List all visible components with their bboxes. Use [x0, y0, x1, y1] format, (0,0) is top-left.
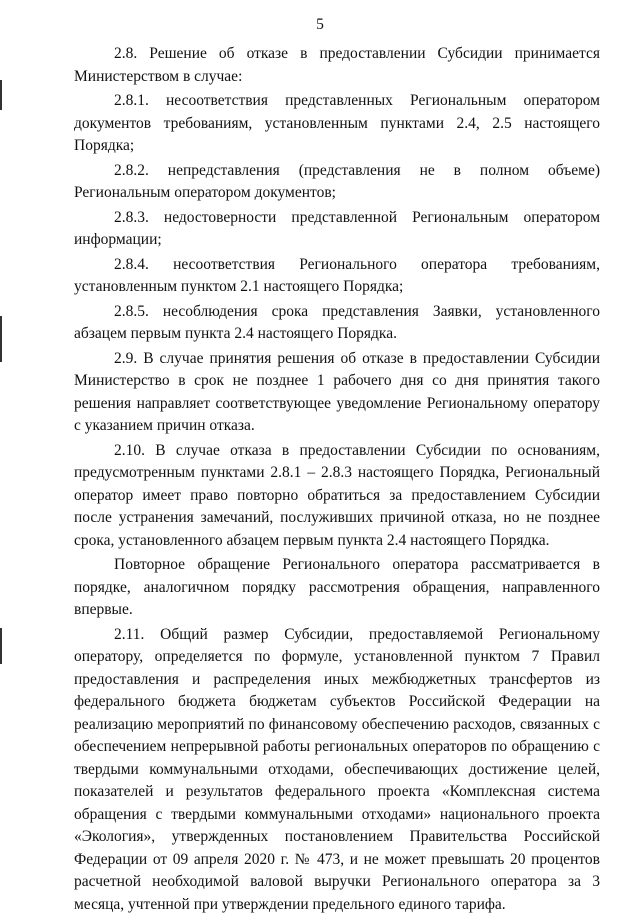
- scan-edge-mark: [0, 80, 2, 110]
- paragraph-2-8-5: 2.8.5. несоблюдения срока представления Заявки, установленного абзацем первым пункта 2.4 настоящего Порядка.: [74, 302, 600, 342]
- paragraph-2-8-3: 2.8.3. недостоверности представленной Региональным оператором информации;: [74, 208, 600, 248]
- paragraph-2-8-4: 2.8.4. несоответствия Регионального оператора требованиям, установленным пунктом 2.1 настоящего Порядка;: [74, 255, 600, 295]
- paragraph-repeat-appeal: Повторное обращение Регионального оператора рассматривается в порядке, аналогичном порядку рассмотрения обращения, направленного впервые.: [74, 556, 600, 618]
- paragraph-2-8-2: 2.8.2. непредставления (представления не в полном объеме) Региональным оператором документов;: [74, 161, 600, 201]
- page-number: 5: [316, 16, 324, 33]
- document-body: [74, 43, 600, 918]
- scan-edge-mark: [0, 628, 2, 664]
- paragraph-2-10: 2.10. В случае отказа в предоставлении Субсидии по основаниям, предусмотренным пунктами 2.8.1 – 2.8.3 настоящего Порядка, Региональный оператор имеет право повторно обратиться за предоставлением Субсидии после устранения замечаний, послуживших причиной отказа, но не позднее срока, установленного абзацем первым пункта 2.4 настоящего Порядка.: [74, 441, 600, 549]
- paragraph-2-8-1: 2.8.1. несоответствия представленных Региональным оператором документов требованиям, установленным пунктами 2.4, 2.5 настоящего Порядка;: [74, 92, 600, 154]
- paragraph-2-8: 2.8. Решение об отказе в предоставлении Субсидии принимается Министерством в случае:: [74, 45, 600, 85]
- paragraph-2-9: 2.9. В случае принятия решения об отказе в предоставлении Субсидии Министерство в срок не позднее 1 рабочего дня со дня принятия такого решения направляет соответствующее уведомление Региональному оператору с указанием причин отказа.: [74, 349, 600, 434]
- paragraph-2-11: 2.11. Общий размер Субсидии, предоставляемой Региональному оператору, определяется по формуле, установленной пунктом 7 Правил предоставления и распределения иных межбюджетных трансфертов из федерального бюджета бюджетам субъектов Российской Федерации на реализацию мероприятий по финансовому обеспечению расходов, связанных с обеспечением непрерывной работы региональных операторов по обращению с твердыми коммунальными отходами, обеспечивающих достижение целей, показателей и результатов федерального проекта «Комплексная система обращения с твердыми коммунальными отходами» национального проекта «Экология», утвержденных постановлением Правительства Российской Федерации от 09 апреля 2020 г. № 473, и не может превышать 20 процентов расчетной необходимой валовой выручки Регионального оператора за 3 месяца, учтенной при утверждении предельного единого тарифа.: [74, 625, 600, 913]
- scan-edge-mark: [0, 316, 2, 362]
